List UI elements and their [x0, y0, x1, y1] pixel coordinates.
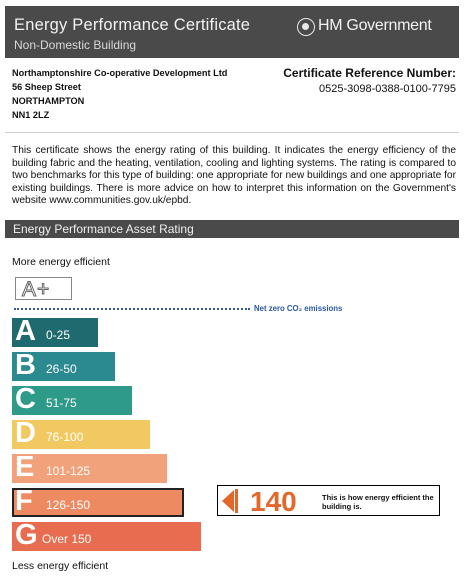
band-range: 101-125 — [46, 464, 91, 478]
certificate-ref-number: 0525-3098-0388-0100-7795 — [318, 83, 456, 95]
current-rating-description: This is how energy efficient the building is. — [322, 493, 434, 511]
aplus-label: A+ — [22, 278, 51, 301]
section-title: Energy Performance Asset Rating — [13, 222, 194, 236]
rating-band-e — [12, 451, 167, 483]
band-letter: D — [15, 417, 36, 449]
rating-band-d — [12, 417, 150, 449]
band-range: Over 150 — [42, 532, 92, 546]
band-letter: B — [15, 349, 36, 381]
current-rating-value: 140 — [250, 486, 297, 517]
certificate-ref-label: Certificate Reference Number: — [283, 66, 456, 80]
net-zero-dotted-line — [14, 308, 250, 310]
band-range: 76-100 — [46, 430, 84, 444]
pointer-arrow-icon — [222, 490, 234, 512]
crest-icon — [297, 18, 315, 36]
rating-band-a — [12, 315, 98, 347]
current-rating-pointer — [217, 485, 440, 516]
rating-band-g — [12, 519, 201, 551]
more-efficient-label: More energy efficient — [12, 256, 110, 268]
address-line: Northamptonshire Co-operative Development Ltd — [12, 68, 228, 78]
address-line: NORTHAMPTON — [12, 96, 85, 106]
band-letter: G — [15, 519, 38, 551]
building-address — [12, 66, 227, 122]
band-range: 0-25 — [46, 328, 71, 342]
government-logo-text: HM Government — [318, 17, 432, 34]
band-letter: E — [15, 451, 35, 483]
band-range: 51-75 — [46, 396, 77, 410]
rating-band-b — [12, 349, 115, 381]
header-bar — [5, 6, 459, 58]
net-zero-label: Net zero CO₂ emissions — [254, 304, 343, 313]
rating-band-c — [12, 383, 132, 415]
address-line: 56 Sheep Street — [12, 82, 81, 92]
band-letter: C — [15, 383, 36, 415]
band-range: 26-50 — [46, 362, 77, 376]
document-subtitle: Non-Domestic Building — [14, 38, 137, 52]
pointer-bar — [235, 489, 238, 513]
divider — [5, 132, 459, 133]
document-title: Energy Performance Certificate — [14, 16, 251, 34]
band-range: 126-150 — [46, 498, 91, 512]
address-line: NN1 2LZ — [12, 110, 50, 120]
rating-band-f — [12, 485, 184, 517]
intro-paragraph: This certificate shows the energy rating of this building. It indicates the energy efficiency of the building fabric and the heating, ventilation, cooling and lighting systems. The rating is compared to two benchmarks for this type of building: one appropriate for new buildings and one appropriate for existing buildings. There is more advice on how to interpret this information on the Government's website www.communities.gov.uk/epbd. — [12, 145, 456, 206]
band-letter: A — [15, 315, 36, 347]
less-efficient-label: Less energy efficient — [12, 560, 109, 572]
section-header — [5, 220, 459, 238]
band-letter: F — [15, 485, 33, 517]
aplus-band — [15, 277, 72, 300]
